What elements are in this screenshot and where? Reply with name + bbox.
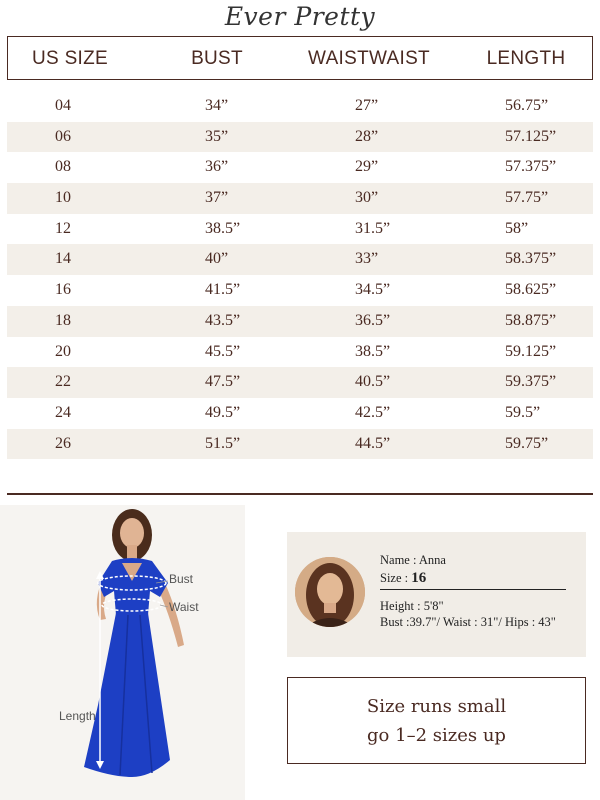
cell-bust: 41.5” bbox=[205, 281, 241, 299]
cell-length: 59.375” bbox=[505, 373, 557, 391]
brand-logo: Ever Pretty bbox=[224, 2, 376, 31]
cell-waist: 33” bbox=[355, 250, 379, 268]
size-note-line-2: go 1–2 sizes up bbox=[367, 725, 506, 746]
cell-us-size: 24 bbox=[55, 403, 71, 421]
cell-bust: 45.5” bbox=[205, 342, 241, 360]
info-rule bbox=[380, 589, 566, 590]
model-size-label: Size : bbox=[380, 571, 412, 585]
model-figure-panel bbox=[0, 505, 245, 800]
table-row bbox=[7, 275, 593, 306]
cell-us-size: 14 bbox=[55, 250, 71, 268]
table-row bbox=[7, 122, 593, 153]
header-waist: WAISTWAIST bbox=[308, 48, 430, 69]
cell-length: 58.625” bbox=[505, 281, 557, 299]
model-measurements: Bust :39.7"/ Waist : 31"/ Hips : 43" bbox=[380, 615, 556, 629]
cell-us-size: 12 bbox=[55, 219, 71, 237]
cell-waist: 36.5” bbox=[355, 311, 391, 329]
header-us-size: US SIZE bbox=[31, 48, 109, 69]
cell-length: 58.875” bbox=[505, 311, 557, 329]
waist-measure-label: Waist bbox=[169, 600, 199, 614]
table-row bbox=[7, 183, 593, 214]
cell-us-size: 20 bbox=[55, 342, 71, 360]
cell-length: 57.125” bbox=[505, 127, 557, 145]
length-measure-label: Length bbox=[59, 709, 96, 723]
model-size-value: 16 bbox=[411, 570, 427, 586]
cell-length: 58” bbox=[505, 219, 529, 237]
cell-bust: 47.5” bbox=[205, 373, 241, 391]
cell-length: 59.75” bbox=[505, 434, 549, 452]
cell-length: 58.375” bbox=[505, 250, 557, 268]
cell-length: 59.125” bbox=[505, 342, 557, 360]
cell-bust: 37” bbox=[205, 189, 229, 207]
cell-waist: 38.5” bbox=[355, 342, 391, 360]
model-avatar bbox=[295, 557, 365, 627]
header-bust: BUST bbox=[191, 48, 243, 69]
cell-us-size: 06 bbox=[55, 127, 71, 145]
cell-us-size: 26 bbox=[55, 434, 71, 452]
table-row bbox=[7, 367, 593, 398]
model-name: Name : Anna bbox=[380, 553, 446, 567]
cell-waist: 31.5” bbox=[355, 219, 391, 237]
size-table-header bbox=[7, 36, 593, 80]
cell-us-size: 08 bbox=[55, 158, 71, 176]
cell-bust: 34” bbox=[205, 97, 229, 114]
cell-us-size: 04 bbox=[55, 97, 71, 114]
table-row bbox=[7, 214, 593, 245]
cell-bust: 49.5” bbox=[205, 403, 241, 421]
cell-bust: 40” bbox=[205, 250, 229, 268]
cell-bust: 38.5” bbox=[205, 219, 241, 237]
model-dress-illustration bbox=[0, 505, 245, 800]
cell-length: 57.75” bbox=[505, 189, 549, 207]
cell-waist: 28” bbox=[355, 127, 379, 145]
table-row bbox=[7, 429, 593, 460]
cell-bust: 51.5” bbox=[205, 434, 241, 452]
header-length: LENGTH bbox=[486, 48, 566, 69]
bust-measure-label: Bust bbox=[169, 572, 194, 586]
cell-waist: 44.5” bbox=[355, 434, 391, 452]
size-note-line-1: Size runs small bbox=[366, 696, 507, 717]
cell-bust: 35” bbox=[205, 127, 229, 145]
cell-length: 59.5” bbox=[505, 403, 541, 421]
table-row bbox=[7, 337, 593, 368]
model-size-line bbox=[380, 570, 426, 587]
cell-us-size: 16 bbox=[55, 281, 71, 299]
table-row bbox=[7, 152, 593, 183]
cell-length: 57.375” bbox=[505, 158, 557, 176]
table-row bbox=[7, 398, 593, 429]
table-row bbox=[7, 91, 593, 122]
cell-bust: 43.5” bbox=[205, 311, 241, 329]
cell-us-size: 18 bbox=[55, 311, 71, 329]
cell-waist: 42.5” bbox=[355, 403, 391, 421]
section-divider bbox=[7, 493, 593, 495]
cell-us-size: 22 bbox=[55, 373, 71, 391]
cell-us-size: 10 bbox=[55, 189, 71, 207]
cell-waist: 34.5” bbox=[355, 281, 391, 299]
cell-bust: 36” bbox=[205, 158, 229, 176]
size-note-box bbox=[287, 677, 586, 764]
cell-waist: 40.5” bbox=[355, 373, 391, 391]
cell-waist: 29” bbox=[355, 158, 379, 176]
cell-waist: 30” bbox=[355, 189, 379, 207]
model-info-card bbox=[287, 532, 586, 657]
size-table bbox=[7, 91, 593, 459]
cell-length: 56.75” bbox=[505, 97, 549, 114]
cell-waist: 27” bbox=[355, 97, 379, 114]
model-height: Height : 5'8" bbox=[380, 599, 444, 613]
table-row bbox=[7, 306, 593, 337]
table-row bbox=[7, 244, 593, 275]
